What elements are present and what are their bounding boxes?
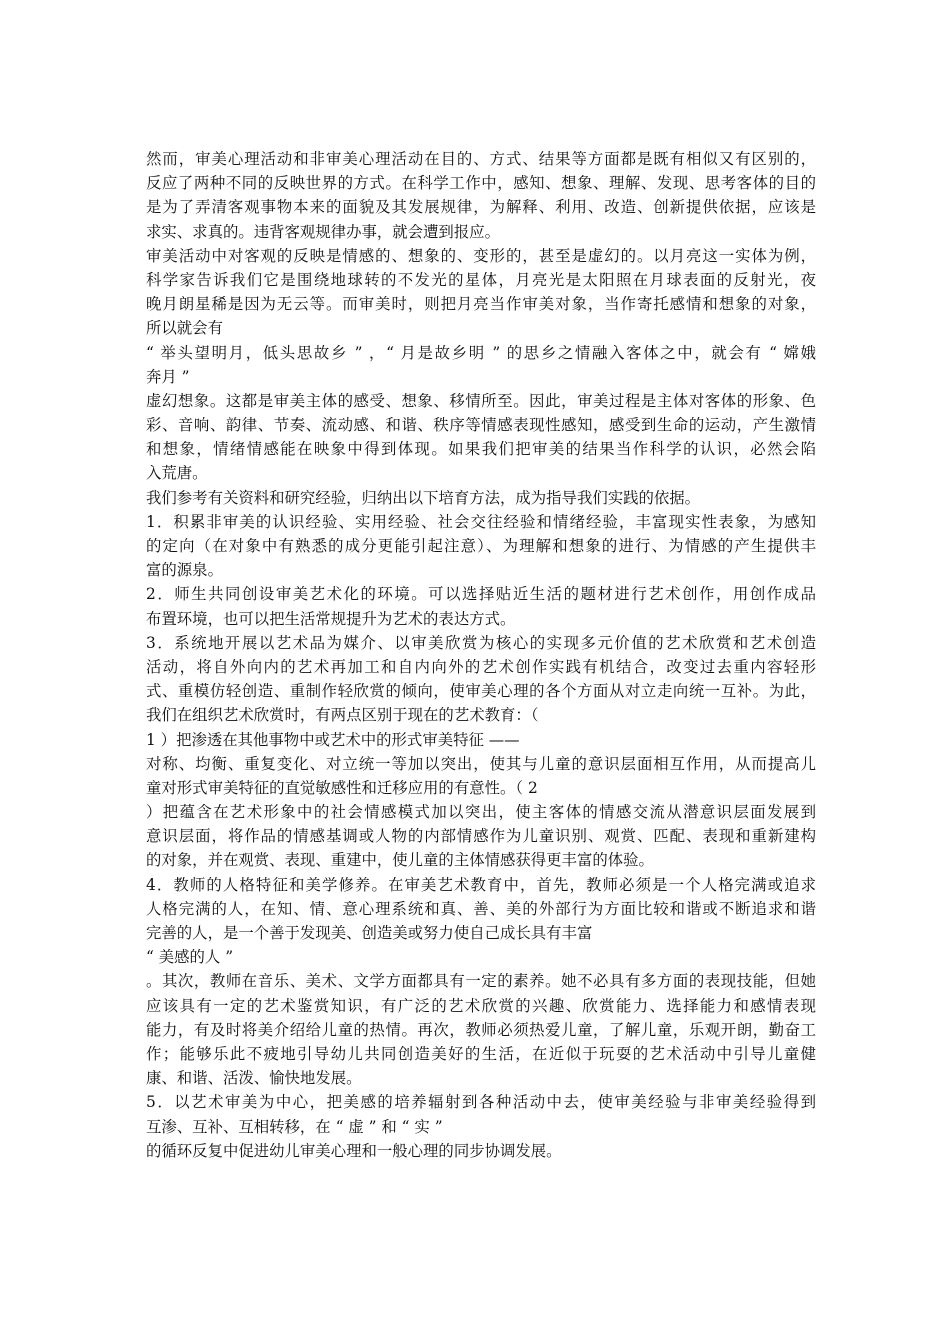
text-line: “ 举头望明月，低头思故乡 ” ，“ 月是故乡明 ” 的思乡之情融入客体之中，就会有 “ 嫦娥	[146, 343, 816, 362]
text-line: 求实、求真的。违背客观规律办事，就会遭到报应。	[146, 222, 500, 241]
text-line: 康、和谐、活泼、愉快地发展。	[146, 1069, 362, 1088]
text-line: 能力，有及时将美介绍给儿童的热情。再次，教师必须热爱儿童，了解儿童，乐观开朗，勤奋工	[146, 1020, 816, 1039]
text-line: 1．积累非审美的认识经验、实用经验、社会交往经验和情绪经验，丰富现实性表象，为感知	[146, 512, 816, 531]
text-line: 活动，将自外向内的艺术再加工和自内向外的艺术创作实践有机结合，改变过去重内容轻形	[146, 657, 816, 676]
text-line: 意识层面，将作品的情感基调或人物的内部情感作为儿童识别、观赏、匹配、表现和重新建构	[146, 827, 816, 846]
text-line: 式、重模仿轻创造、重制作轻欣赏的倾向，使审美心理的各个方面从对立走向统一互补。为此，	[146, 682, 816, 701]
text-line: 虚幻想象。这都是审美主体的感受、想象、移情所至。因此，审美过程是主体对客体的形象、色	[146, 391, 816, 410]
text-line: 人格完满的人，在知、情、意心理系统和真、善、美的外部行为方面比较和谐或不断追求和谐	[146, 899, 816, 918]
text-line: 完善的人，是一个善于发现美、创造美或努力使自己成长具有丰富	[146, 924, 593, 942]
text-line: 反应了两种不同的反映世界的方式。在科学工作中，感知、想象、理解、发现、思考客体的目的	[146, 174, 816, 193]
text-line: 审美活动中对客观的反映是情感的、想象的、变形的，甚至是虚幻的。以月亮这一实体为例，	[146, 246, 816, 265]
text-line: 。其次，教师在音乐、美术、文学方面都具有一定的素养。她不必具有多方面的表现技能，但她	[146, 972, 816, 991]
text-line: 2．师生共同创设审美艺术化的环境。可以选择贴近生活的题材进行艺术创作，用创作成品	[146, 585, 816, 604]
text-line: 我们在组织艺术欣赏时，有两点区别于现在的艺术教育：（	[146, 706, 539, 725]
text-line: 奔月 ”	[146, 367, 190, 386]
text-line: 的定向（在对象中有熟悉的成分更能引起注意）、为理解和想象的进行、为情感的产生提供丰	[146, 537, 816, 555]
text-line: ）把蕴含在艺术形象中的社会情感模式加以突出，使主客体的情感交流从潜意识层面发展到	[146, 803, 816, 822]
text-line: 布置环境，也可以把生活常规提升为艺术的表达方式。	[146, 609, 516, 628]
text-line: 彩、音响、韵律、节奏、流动感、和谐、秩序等情感表现性感知，感受到生命的运动，产生激情	[146, 416, 816, 435]
document-body	[146, 147, 816, 1163]
text-line: 科学家告诉我们它是围绕地球转的不发光的星体，月亮光是太阳照在月球表面的反射光，夜	[146, 270, 816, 289]
text-line: 5．以艺术审美为中心，把美感的培养辐射到各种活动中去，使审美经验与非审美经验得到	[146, 1093, 816, 1112]
text-line: 1 ）把渗透在其他事物中或艺术中的形式审美特征 ——	[146, 730, 520, 749]
text-line: 3．系统地开展以艺术品为媒介、以审美欣赏为核心的实现多元价值的艺术欣赏和艺术创造	[146, 633, 816, 652]
text-line: 所以就会有	[146, 319, 223, 338]
text-line: 应该具有一定的艺术鉴赏知识，有广泛的艺术欣赏的兴趣、欣赏能力、选择能力和感情表现	[146, 996, 816, 1015]
text-line: 互渗、互补、互相转移，在 “ 虚 ” 和 “ 实 ”	[146, 1117, 443, 1136]
text-line: 对称、均衡、重复变化、对立统一等加以突出，使其与儿童的意识层面相互作用，从而提高儿	[146, 754, 816, 773]
text-line: 然而，审美心理活动和非审美心理活动在目的、方式、结果等方面都是既有相似又有区别的，	[146, 150, 816, 168]
text-line: 的对象，并在观赏、表现、重建中，使儿童的主体情感获得更丰富的体验。	[146, 851, 654, 870]
text-line: “ 美感的人 ”	[146, 948, 234, 967]
text-line: 4．教师的人格特征和美学修养。在审美艺术教育中，首先，教师必须是一个人格完满或追求	[146, 875, 816, 894]
text-line: 入荒唐。	[146, 464, 208, 483]
text-line: 的循环反复中促进幼儿审美心理和一般心理的同步协调发展。	[146, 1141, 562, 1160]
text-line: 作；能够乐此不疲地引导幼儿共同创造美好的生活，在近似于玩耍的艺术活动中引导儿童健	[146, 1044, 816, 1063]
text-line: 我们参考有关资料和研究经验，归纳出以下培育方法，成为指导我们实践的依据。	[146, 488, 701, 507]
text-line: 和想象，情绪情感能在映象中得到体现。如果我们把审美的结果当作科学的认识，必然会陷	[146, 440, 816, 459]
text-line: 童对形式审美特征的直觉敏感性和迁移应用的有意性。（ 2	[146, 778, 538, 797]
text-line: 是为了弄清客观事物本来的面貌及其发展规律，为解释、利用、改造、创新提供依据，应该是	[146, 198, 816, 217]
text-line: 富的源泉。	[146, 561, 223, 580]
text-line: 晚月朗星稀是因为无云等。而审美时，则把月亮当作审美对象，当作寄托感情和想象的对象，	[146, 295, 816, 314]
